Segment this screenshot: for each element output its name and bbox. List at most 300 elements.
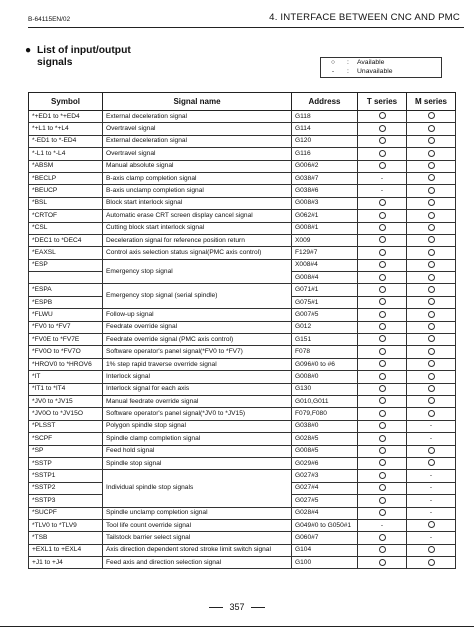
circle-icon: [428, 199, 435, 206]
signal-address: G028#4: [292, 507, 358, 519]
signal-symbol: *HROV0 to *HROV6: [29, 358, 103, 370]
signal-address: F079,F080: [292, 408, 358, 420]
available-mark: [407, 148, 456, 160]
signal-symbol: *SSTP1: [29, 470, 103, 482]
signal-name: Feedrate override signal (PMC axis control): [103, 334, 292, 346]
available-mark: [407, 123, 456, 135]
unavailable-mark: -: [407, 433, 456, 445]
table-row: [29, 135, 456, 147]
header-doc-id: B-64115EN/02: [28, 16, 71, 23]
available-mark: [358, 420, 407, 432]
table-row: [29, 247, 456, 259]
available-mark: [358, 445, 407, 457]
circle-icon: [379, 199, 386, 206]
signal-address: G100: [292, 557, 358, 569]
circle-icon: [379, 348, 386, 355]
table-row: [29, 160, 456, 172]
available-mark: [358, 234, 407, 246]
signal-symbol: *SCPF: [29, 433, 103, 445]
signal-name: Control axis selection status signal(PMC axis control): [103, 247, 292, 259]
unavailable-mark: -: [407, 420, 456, 432]
table-row: [29, 457, 456, 469]
signal-name: Manual feedrate override signal: [103, 395, 292, 407]
available-mark: [407, 259, 456, 271]
circle-icon: [428, 174, 435, 181]
circle-icon: [428, 521, 435, 528]
signal-name: B-axis clamp completion signal: [103, 172, 292, 184]
circle-icon: [379, 236, 386, 243]
table-row: [29, 284, 456, 296]
signal-address: G062#1: [292, 210, 358, 222]
circle-icon: [428, 187, 435, 194]
available-mark: [358, 358, 407, 370]
available-mark: [407, 296, 456, 308]
signal-symbol: *IT1 to *IT4: [29, 383, 103, 395]
signal-address: G027#5: [292, 495, 358, 507]
circle-icon: [379, 323, 386, 330]
table-row: [29, 519, 456, 531]
circle-icon: [379, 397, 386, 404]
signal-name: Interlock signal for each axis: [103, 383, 292, 395]
circle-icon: [428, 224, 435, 231]
signal-address: G096#0 to #6: [292, 358, 358, 370]
circle-icon: [379, 497, 386, 504]
signal-symbol: *FV0O to *FV7O: [29, 346, 103, 358]
legend-available-label: Available: [357, 59, 385, 66]
available-mark: [407, 321, 456, 333]
signal-address: G114: [292, 123, 358, 135]
available-mark: [358, 408, 407, 420]
available-mark: [358, 247, 407, 259]
circle-icon: [379, 360, 386, 367]
circle-icon: [428, 236, 435, 243]
signal-address: G120: [292, 135, 358, 147]
signal-name: Cutting block start interlock signal: [103, 222, 292, 234]
signal-address: G008#0: [292, 371, 358, 383]
circle-icon: [428, 162, 435, 169]
page-number: 357: [229, 602, 245, 612]
heading-line-2: signals: [37, 57, 73, 68]
table-row: [29, 309, 456, 321]
available-mark: [358, 111, 407, 123]
legend-unavailable: [327, 68, 393, 77]
col-header-m-series: M series: [407, 93, 456, 111]
signal-address: G038#6: [292, 185, 358, 197]
signal-name: Emergency stop signal: [103, 259, 292, 284]
available-mark: [407, 135, 456, 147]
available-mark: [407, 222, 456, 234]
signal-address: G010,G011: [292, 395, 358, 407]
available-mark: [407, 519, 456, 531]
circle-icon: [379, 472, 386, 479]
signal-symbol: *ESP: [29, 259, 103, 271]
available-mark: [358, 532, 407, 544]
signal-symbol: *JV0 to *JV15: [29, 395, 103, 407]
signal-symbol: *SUCPF: [29, 507, 103, 519]
signal-address: G006#2: [292, 160, 358, 172]
signal-symbol: *ESPA: [29, 284, 103, 296]
signal-name: Feedrate override signal: [103, 321, 292, 333]
signal-address: G008#4: [292, 272, 358, 284]
signal-name: Axis direction dependent stored stroke limit switch signal: [103, 544, 292, 556]
signal-address: G027#3: [292, 470, 358, 482]
circle-icon: [379, 335, 386, 342]
circle-icon: [428, 311, 435, 318]
circle-icon: [379, 422, 386, 429]
signal-name: Spindle stop signal: [103, 457, 292, 469]
available-mark: [407, 284, 456, 296]
signal-address: G130: [292, 383, 358, 395]
signal-name: Feed axis and direction selection signal: [103, 557, 292, 569]
signal-name: Polygon spindle stop signal: [103, 420, 292, 432]
available-mark: [358, 395, 407, 407]
circle-icon: [379, 484, 386, 491]
signal-name: Manual absolute signal: [103, 160, 292, 172]
signal-address: F078: [292, 346, 358, 358]
available-mark: [358, 321, 407, 333]
signal-name: 1% step rapid traverse override signal: [103, 358, 292, 370]
circle-icon: [379, 373, 386, 380]
table-row: [29, 259, 456, 271]
signal-name: External deceleration signal: [103, 111, 292, 123]
available-mark: [358, 334, 407, 346]
available-mark: [358, 557, 407, 569]
available-mark: [358, 284, 407, 296]
signal-name: Software operator's panel signal(*JV0 to *JV15): [103, 408, 292, 420]
circle-icon: [428, 385, 435, 392]
circle-icon: [379, 137, 386, 144]
available-mark: [358, 296, 407, 308]
unavailable-mark: -: [407, 470, 456, 482]
signal-symbol: *ESPB: [29, 296, 103, 308]
available-mark: [407, 234, 456, 246]
signal-name: Automatic erase CRT screen display cancel signal: [103, 210, 292, 222]
circle-icon: [428, 274, 435, 281]
circle-icon: [379, 459, 386, 466]
signal-symbol: *IT: [29, 371, 103, 383]
signal-symbol: *ABSM: [29, 160, 103, 172]
signal-symbol: *EAXSL: [29, 247, 103, 259]
legend-colon: :: [347, 67, 349, 75]
signal-address: G116: [292, 148, 358, 160]
circle-icon: [428, 112, 435, 119]
available-mark: [358, 457, 407, 469]
table-row: [29, 148, 456, 160]
available-mark: [358, 160, 407, 172]
signal-address: G151: [292, 334, 358, 346]
footer-dash-right: [251, 607, 265, 608]
signal-address: G060#7: [292, 532, 358, 544]
unavailable-mark: -: [407, 507, 456, 519]
legend-colon: :: [347, 59, 349, 66]
table-row: [29, 172, 456, 184]
circle-icon: [379, 311, 386, 318]
circle-icon: [379, 249, 386, 256]
section-heading: [25, 45, 131, 69]
signal-name: Emergency stop signal (serial spindle): [103, 284, 292, 309]
signal-symbol: *TLV0 to *TLV9: [29, 519, 103, 531]
col-header-signal-name: Signal name: [103, 93, 292, 111]
signal-symbol: *CSL: [29, 222, 103, 234]
circle-icon: [428, 348, 435, 355]
available-mark: [407, 309, 456, 321]
table-row: [29, 321, 456, 333]
signal-name: Software operator's panel signal(*FV0 to *FV7): [103, 346, 292, 358]
available-mark: [407, 457, 456, 469]
signal-symbol: *TSB: [29, 532, 103, 544]
signal-symbol: *JV0O to *JV15O: [29, 408, 103, 420]
circle-icon: [379, 509, 386, 516]
signal-name: Tailstock barrier select signal: [103, 532, 292, 544]
available-mark: [358, 544, 407, 556]
circle-icon: [379, 112, 386, 119]
signal-symbol: +J1 to +J4: [29, 557, 103, 569]
signal-name: Deceleration signal for reference position return: [103, 234, 292, 246]
table-row: [29, 111, 456, 123]
circle-icon: [428, 335, 435, 342]
circle-icon: [379, 286, 386, 293]
available-mark: [358, 433, 407, 445]
table-header-row: [29, 93, 456, 111]
header-chapter-title: 4. INTERFACE BETWEEN CNC AND PMC: [269, 12, 460, 23]
signal-name: External deceleration signal: [103, 135, 292, 147]
signal-name: Overtravel signal: [103, 148, 292, 160]
circle-icon: [379, 150, 386, 157]
available-mark: [407, 210, 456, 222]
circle-icon: [428, 459, 435, 466]
table-row: [29, 420, 456, 432]
signal-address: X009: [292, 234, 358, 246]
available-mark: [358, 346, 407, 358]
signal-symbol: [29, 272, 103, 284]
available-mark: [407, 346, 456, 358]
circle-icon: [428, 249, 435, 256]
unavailable-mark: -: [358, 519, 407, 531]
available-mark: [407, 557, 456, 569]
signal-symbol: *+ED1 to *+ED4: [29, 111, 103, 123]
table-row: [29, 358, 456, 370]
bullet-icon: ●: [25, 45, 32, 56]
table-row: [29, 445, 456, 457]
circle-icon: [379, 298, 386, 305]
signal-name: Feed hold signal: [103, 445, 292, 457]
available-mark: [358, 309, 407, 321]
signal-name: Individual spindle stop signals: [103, 470, 292, 507]
available-mark: [358, 210, 407, 222]
available-mark: [407, 383, 456, 395]
table-body: [29, 111, 456, 569]
bottom-rule: [0, 626, 474, 627]
table-row: [29, 395, 456, 407]
signal-name: Spindle unclamp completion signal: [103, 507, 292, 519]
table-row: [29, 507, 456, 519]
signal-address: G008#3: [292, 197, 358, 209]
legend-unavailable-label: Unavailable: [357, 67, 393, 75]
circle-icon: [428, 447, 435, 454]
signal-address: G007#5: [292, 309, 358, 321]
table-row: [29, 532, 456, 544]
signal-address: G104: [292, 544, 358, 556]
available-mark: [407, 185, 456, 197]
table-row: [29, 234, 456, 246]
table-row: [29, 408, 456, 420]
circle-icon: [428, 360, 435, 367]
table-row: [29, 371, 456, 383]
table-row: [29, 557, 456, 569]
signal-symbol: +EXL1 to +EXL4: [29, 544, 103, 556]
table-row: [29, 185, 456, 197]
unavailable-mark: -: [407, 532, 456, 544]
unavailable-mark: -: [358, 172, 407, 184]
available-mark: [358, 371, 407, 383]
circle-icon: [379, 274, 386, 281]
circle-icon: [428, 125, 435, 132]
table-row: [29, 334, 456, 346]
signal-name: Spindle clamp completion signal: [103, 433, 292, 445]
signal-address: G012: [292, 321, 358, 333]
circle-icon: [379, 385, 386, 392]
available-mark: [358, 259, 407, 271]
available-mark: [358, 135, 407, 147]
available-mark: [407, 172, 456, 184]
signal-address: G118: [292, 111, 358, 123]
available-mark: [407, 197, 456, 209]
circle-icon: [379, 212, 386, 219]
circle-icon: [428, 373, 435, 380]
signal-name: Overtravel signal: [103, 123, 292, 135]
circle-icon: [379, 435, 386, 442]
available-mark: [407, 111, 456, 123]
table-row: [29, 544, 456, 556]
available-mark: [358, 123, 407, 135]
available-circle-icon: ○: [330, 59, 336, 66]
signal-address: F129#7: [292, 247, 358, 259]
circle-icon: [379, 410, 386, 417]
page-footer: [0, 602, 474, 612]
available-mark: [407, 371, 456, 383]
table-row: [29, 197, 456, 209]
circle-icon: [379, 125, 386, 132]
available-mark: [407, 272, 456, 284]
signal-address: G049#0 to G050#1: [292, 519, 358, 531]
available-mark: [407, 408, 456, 420]
signal-address: G008#5: [292, 445, 358, 457]
available-mark: [358, 148, 407, 160]
circle-icon: [428, 298, 435, 305]
circle-icon: [428, 410, 435, 417]
circle-icon: [379, 224, 386, 231]
signal-name: Tool life count override signal: [103, 519, 292, 531]
available-mark: [358, 383, 407, 395]
legend-box: [320, 57, 442, 78]
available-mark: [358, 507, 407, 519]
signals-table: [28, 92, 456, 569]
signal-symbol: *FLWU: [29, 309, 103, 321]
signal-symbol: *FV0 to *FV7: [29, 321, 103, 333]
signal-name: Follow-up signal: [103, 309, 292, 321]
circle-icon: [379, 559, 386, 566]
signal-symbol: *SSTP2: [29, 482, 103, 494]
table-row: [29, 222, 456, 234]
circle-icon: [379, 447, 386, 454]
signal-symbol: *BEUCP: [29, 185, 103, 197]
circle-icon: [428, 323, 435, 330]
circle-icon: [379, 534, 386, 541]
available-mark: [407, 358, 456, 370]
signal-address: G075#1: [292, 296, 358, 308]
available-mark: [358, 482, 407, 494]
legend-available: [327, 59, 384, 68]
col-header-address: Address: [292, 93, 358, 111]
signal-symbol: *SP: [29, 445, 103, 457]
table-row: [29, 470, 456, 482]
signal-address: G071#1: [292, 284, 358, 296]
circle-icon: [428, 286, 435, 293]
table-row: [29, 123, 456, 135]
signal-symbol: *CRTOF: [29, 210, 103, 222]
signal-address: G028#5: [292, 433, 358, 445]
available-mark: [407, 445, 456, 457]
footer-dash-left: [209, 607, 223, 608]
available-mark: [358, 272, 407, 284]
table-row: [29, 383, 456, 395]
available-mark: [358, 470, 407, 482]
signal-name: Block start interlock signal: [103, 197, 292, 209]
signal-symbol: *FV0E to *FV7E: [29, 334, 103, 346]
circle-icon: [379, 162, 386, 169]
circle-icon: [379, 546, 386, 553]
available-mark: [407, 247, 456, 259]
unavailable-mark: -: [407, 482, 456, 494]
signal-address: X008#4: [292, 259, 358, 271]
signal-name: B-axis unclamp completion signal: [103, 185, 292, 197]
unavailable-dash-icon: -: [331, 67, 335, 75]
col-header-symbol: Symbol: [29, 93, 103, 111]
signal-symbol: *SSTP: [29, 457, 103, 469]
circle-icon: [428, 150, 435, 157]
circle-icon: [379, 261, 386, 268]
header-rule: [28, 27, 464, 28]
heading-line-1: List of input/output: [37, 45, 131, 56]
signal-symbol: *PLSST: [29, 420, 103, 432]
available-mark: [358, 197, 407, 209]
signal-symbol: *-L1 to *-L4: [29, 148, 103, 160]
signal-symbol: *SSTP3: [29, 495, 103, 507]
circle-icon: [428, 397, 435, 404]
circle-icon: [428, 559, 435, 566]
available-mark: [407, 160, 456, 172]
available-mark: [358, 222, 407, 234]
signal-symbol: *BECLP: [29, 172, 103, 184]
unavailable-mark: -: [358, 185, 407, 197]
available-mark: [358, 495, 407, 507]
table-row: [29, 346, 456, 358]
col-header-t-series: T series: [358, 93, 407, 111]
signal-address: G027#4: [292, 482, 358, 494]
circle-icon: [428, 137, 435, 144]
available-mark: [407, 334, 456, 346]
circle-icon: [428, 212, 435, 219]
signal-address: G008#1: [292, 222, 358, 234]
circle-icon: [428, 261, 435, 268]
signal-symbol: *+L1 to *+L4: [29, 123, 103, 135]
circle-icon: [428, 546, 435, 553]
signal-symbol: *DEC1 to *DEC4: [29, 234, 103, 246]
signal-address: G029#6: [292, 457, 358, 469]
unavailable-mark: -: [407, 495, 456, 507]
available-mark: [407, 395, 456, 407]
signal-name: Interlock signal: [103, 371, 292, 383]
